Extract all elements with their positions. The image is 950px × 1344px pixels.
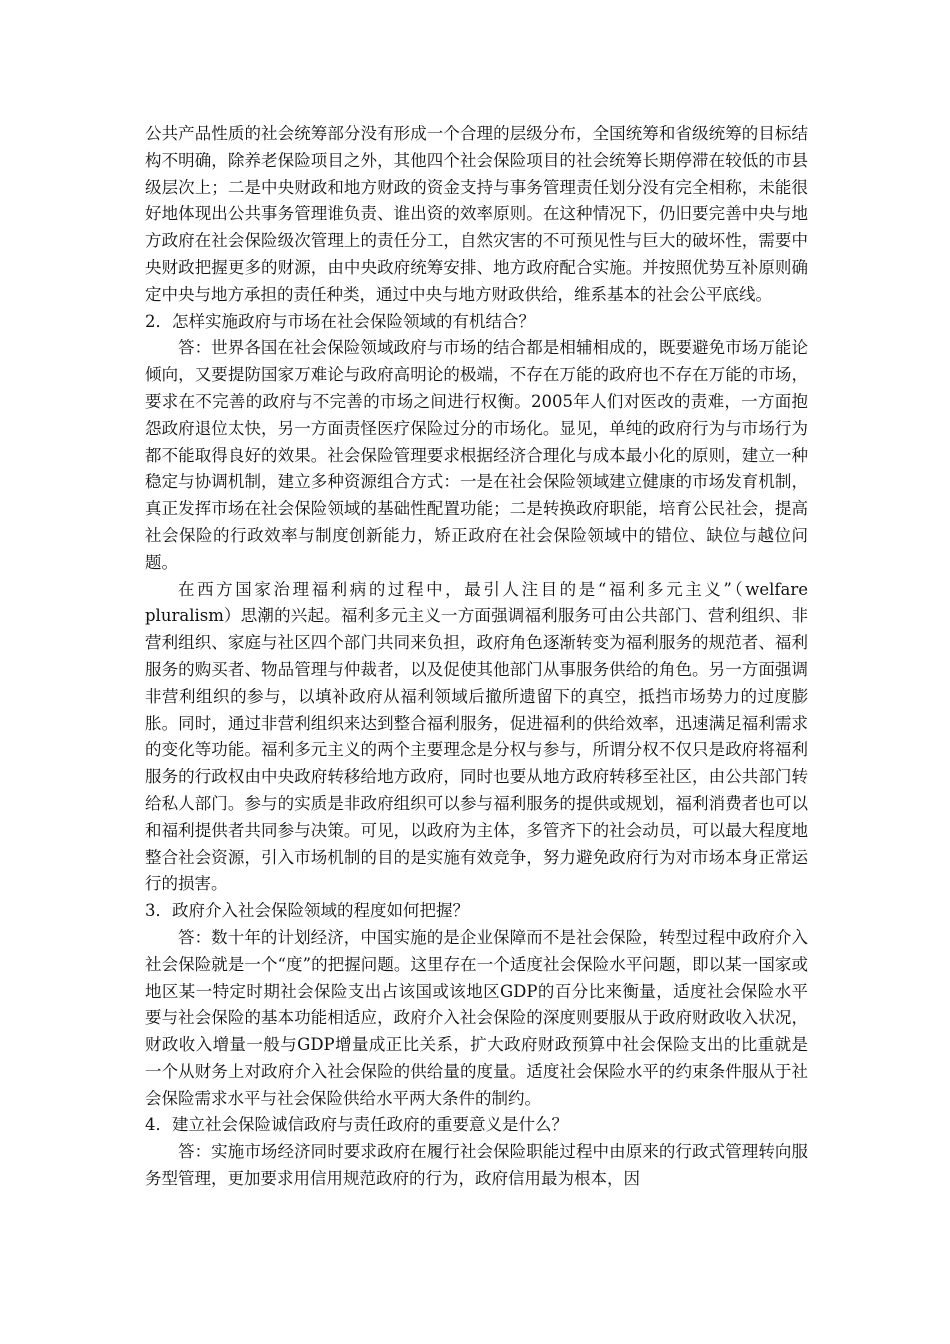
paragraph-continuation: 公共产品性质的社会统筹部分没有形成一个合理的层级分布，全国统筹和省级统筹的目标结构不明确，除养老保险项目之外，其他四个社会保险项目的社会统筹长期停滞在较低的市县级层次上；二是中央财政和地方财政的资金支持与事务管理责任划分没有完全相称，未能很好地体现出公共事务管理谁负责、谁出资的效率原则。在这种情况下，仍旧要完善中央与地方政府在社会保险级次管理上的责任分工，自然灾害的不可预见性与巨大的破坏性，需要中央财政把握更多的财源，由中央政府统筹安排、地方政府配合实施。并按照优势互补原则确定中央与地方承担的责任种类，通过中央与地方财政供给，维系基本的社会公平底线。	[145, 124, 808, 304]
question-4: 4．建立社会保险诚信政府与责任政府的重要意义是什么？	[145, 1115, 568, 1135]
paragraph-welfare-pluralism: 在西方国家治理福利病的过程中，最引人注目的是“福利多元主义”（welfare pluralism）思潮的兴起。福利多元主义一方面强调福利服务可由公共部门、营利组织、非营利组织、家庭与社区四个部门共同来负担，政府角色逐渐转变为福利服务的规范者、福利服务的购买者、物品管理与仲裁者，以及促使其他部门从事服务供给的角色。另一方面强调非营利组织的参与，以填补政府从福利领域后撤所遗留下的真空，抵挡市场势力的过度膨胀。同时，通过非营利组织来达到整合福利服务，促进福利的供给效率，迅速满足福利需求的变化等功能。福利多元主义的两个主要理念是分权与参与，所谓分权不仅只是政府将福利服务的行政权由中央政府转移给地方政府，同时也要从地方政府转移至社区，由公共部门转给私人部门。参与的实质是非政府组织可以参与福利服务的提供或规划，福利消费者也可以和福利提供者共同参与决策。可见，以政府为主体，多管齐下的社会动员，可以最大程度地整合社会资源，引入市场机制的目的是实施有效竞争，努力避免政府行为对市场本身正常运行的损害。	[145, 579, 808, 894]
answer-2: 答：世界各国在社会保险领域政府与市场的结合都是相辅相成的，既要避免市场万能论倾向，又要提防国家万难论与政府高明论的极端，不存在万能的政府也不存在万能的市场，要求在不完善的政府与不完善的市场之间进行权衡。2005年人们对医改的责难，一方面抱怨政府退位太快，另一方面责怪医疗保险过分的市场化。显见，单纯的政府行为与市场行为都不能取得良好的效果。社会保险管理要求根据经济合理化与成本最小化的原则，建立一种稳定与协调机制，建立多种资源组合方式：一是在社会保险领域建立健康的市场发育机制，真正发挥市场在社会保险领域的基础性配置功能；二是转换政府职能，培育公民社会，提高社会保险的行政效率与制度创新能力，矫正政府在社会保险领域中的错位、缺位与越位问题。	[145, 338, 808, 572]
question-3: 3．政府介入社会保险领域的程度如何把握？	[145, 901, 469, 921]
answer-4: 答：实施市场经济同时要求政府在履行社会保险职能过程中由原来的行政式管理转向服务型管理，更加要求用信用规范政府的行为，政府信用最为根本，因	[145, 1142, 808, 1189]
answer-3: 答：数十年的计划经济，中国实施的是企业保障而不是社会保险，转型过程中政府介入社会保险就是一个“度”的把握问题。这里存在一个适度社会保险水平问题，即以某一国家或地区某一特定时期社会保险支出占该国或该地区GDP的百分比来衡量，适度社会保险水平要与社会保险的基本功能相适应，政府介入社会保险的深度则要服从于政府财政收入状况，财政收入增量一般与GDP增量成正比关系，扩大政府财政预算中社会保险支出的比重就是一个从财务上对政府介入社会保险的供给量的度量。适度社会保险水平的约束条件服从于社会保险需求水平与社会保险供给水平两大条件的制约。	[145, 927, 808, 1108]
document-page	[145, 121, 808, 1193]
question-2: 2．怎样实施政府与市场在社会保险领域的有机结合？	[145, 311, 535, 331]
